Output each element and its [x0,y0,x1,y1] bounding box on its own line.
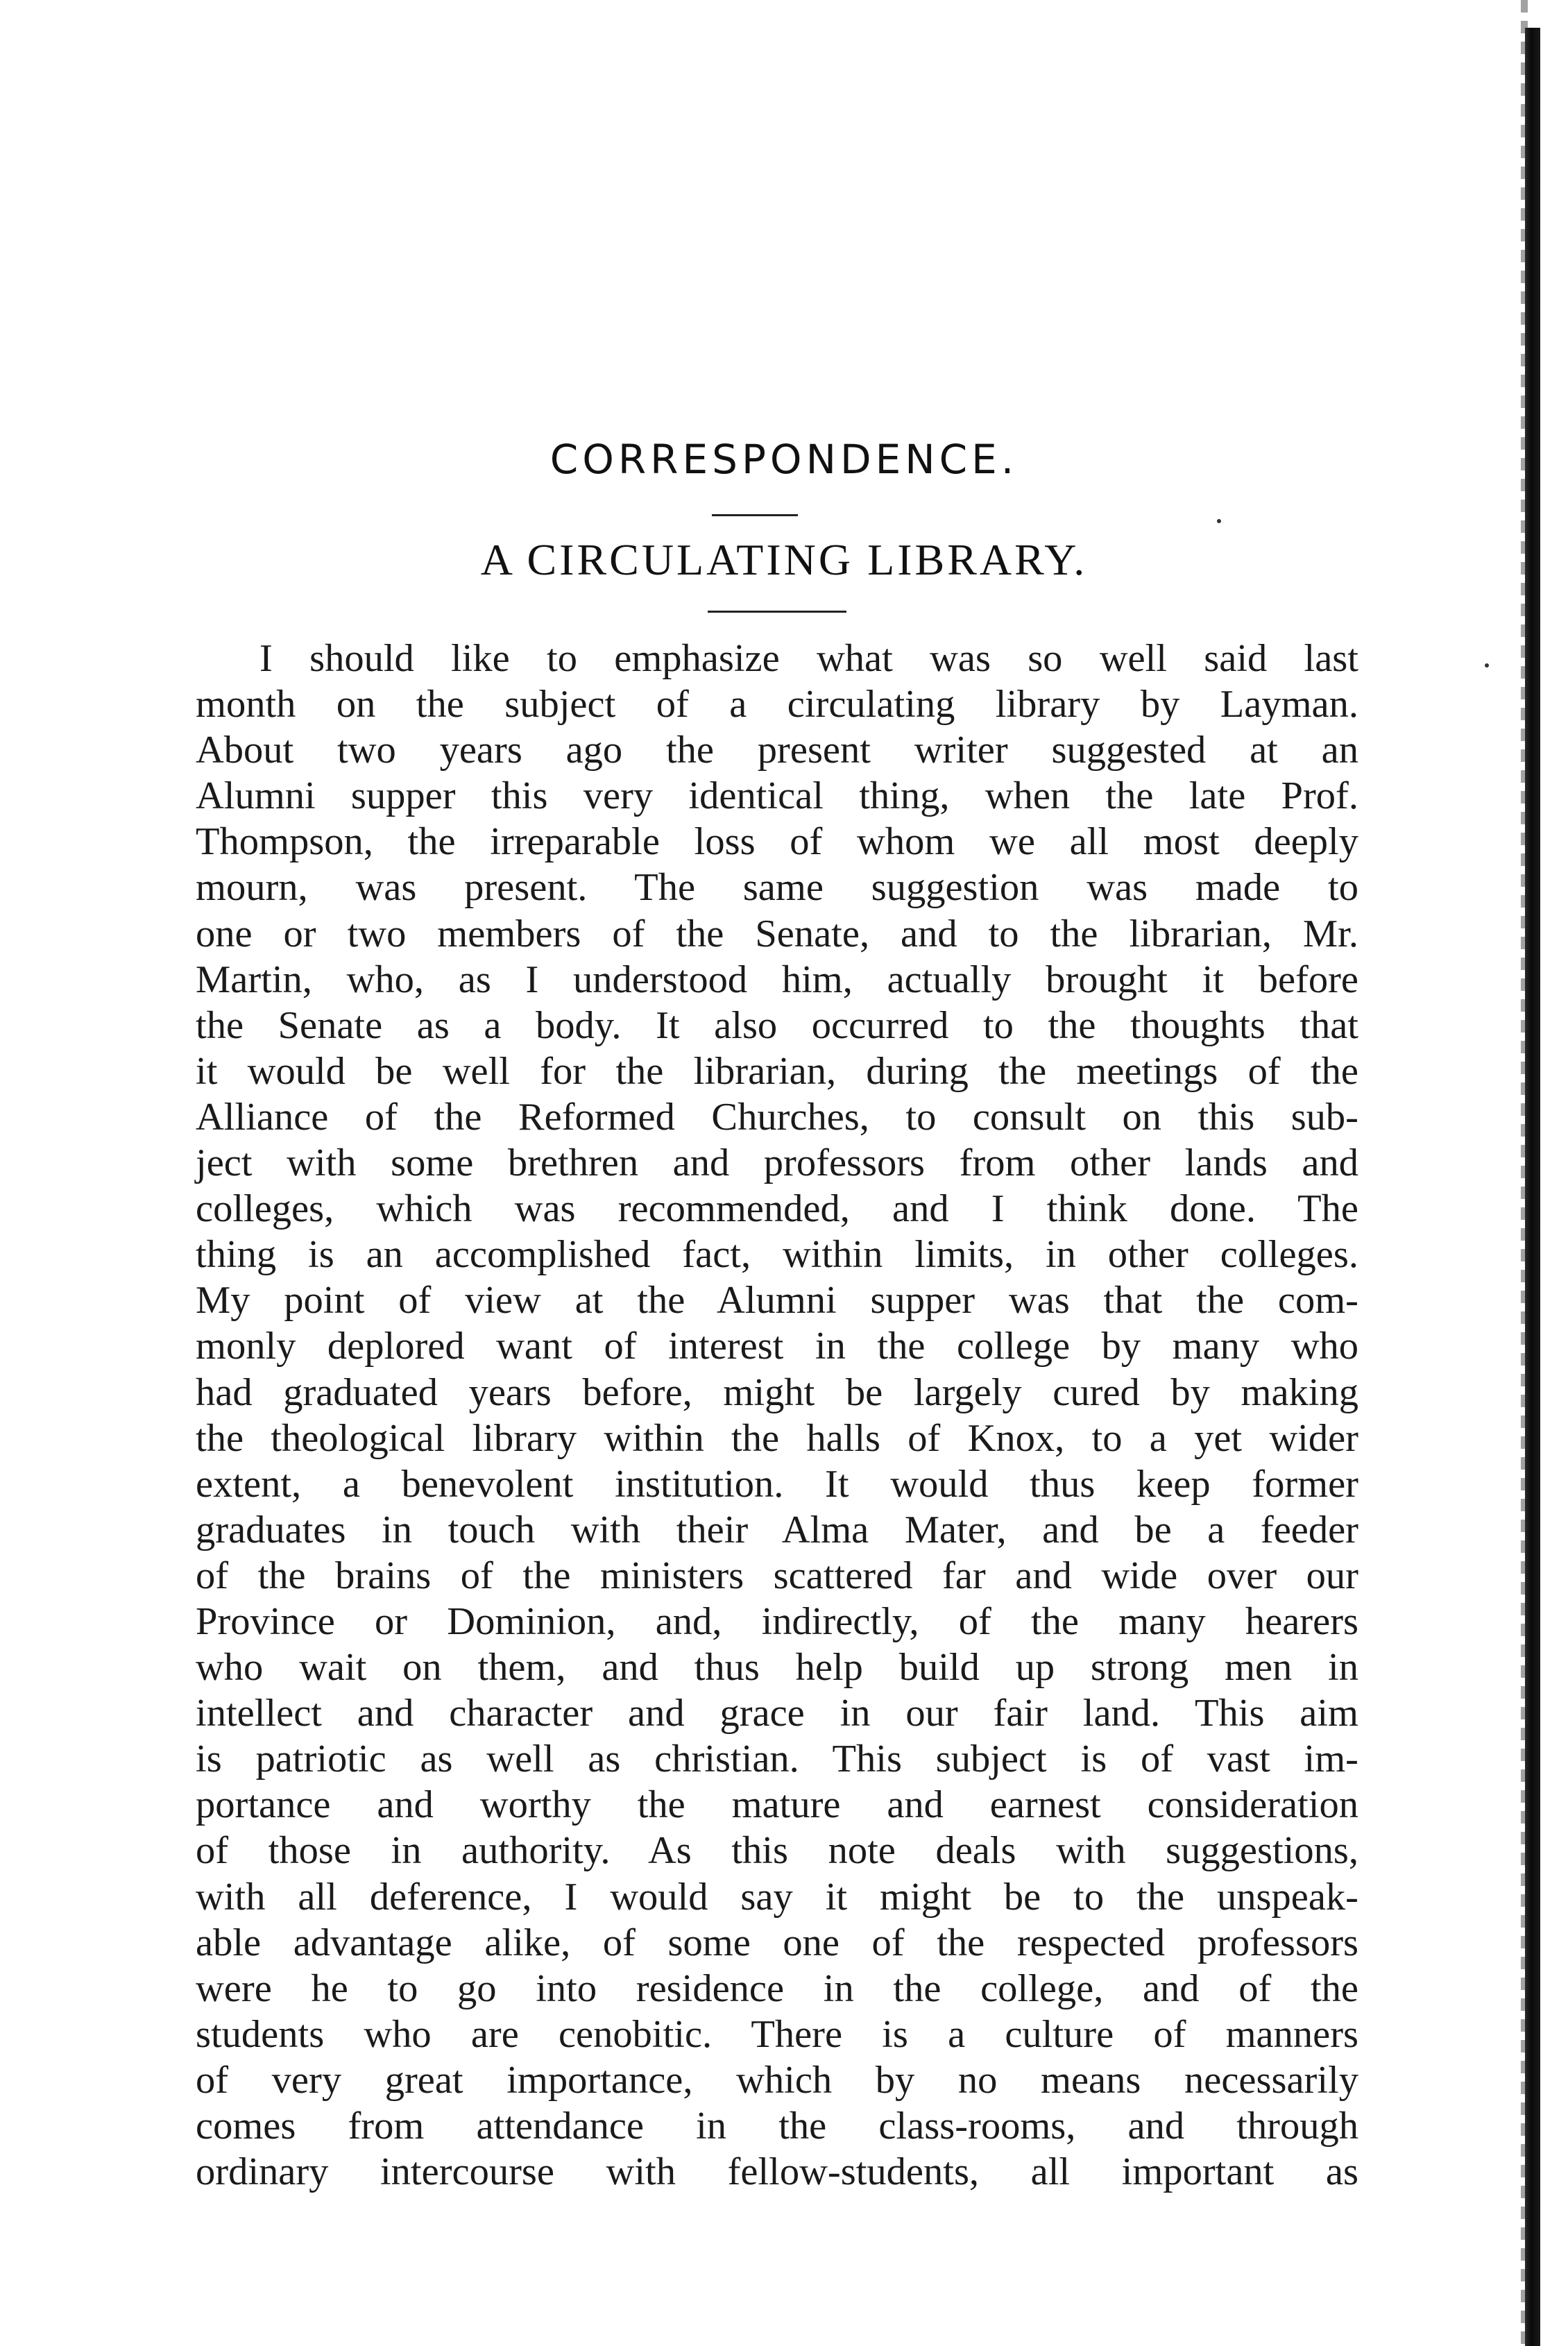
body-line: Thompson, the irreparable loss of whom we all most deeply [196,820,1358,864]
body-line: were he to go into residence in the college, and of the [196,1966,1358,2010]
body-line: ject with some brethren and professors from other lands and [196,1141,1358,1185]
body-line: mourn, was present. The same suggestion was made to [196,866,1358,910]
body-line: About two years ago the present writer suggested at an [196,729,1358,772]
body-line: intellect and character and grace in our fair land. This aim [196,1692,1358,1735]
body-line: had graduated years before, might be largely cured by making [196,1370,1358,1414]
body-line: it would be well for the librarian, during the meetings of the [196,1049,1358,1093]
body-line: the theological library within the halls of Knox, to a yet wider [196,1416,1358,1460]
body-line: able advantage alike, of some one of the respected professors [196,1921,1358,1964]
body-line: month on the subject of a circulating library by Layman. [196,683,1358,726]
body-line: of the brains of the ministers scattered far and wide over our [196,1554,1358,1597]
body-line: thing is an accomplished fact, within limits, in other colleges. [196,1233,1358,1277]
body-line: one or two members of the Senate, and to the librarian, Mr. [196,912,1358,955]
body-line: extent, a benevolent institution. It would thus keep former [196,1462,1358,1506]
body-line: colleges, which was recommended, and I think done. The [196,1187,1358,1231]
body-line: of very great importance, which by no means necessarily [196,2058,1358,2102]
title-divider [708,611,846,613]
scan-speck [1217,519,1221,523]
body-line: Province or Dominion, and, indirectly, of the many hearers [196,1599,1358,1643]
article-title: A CIRCULATING LIBRARY. [480,535,1088,584]
body-line: comes from attendance in the class-rooms, and through [196,2105,1358,2148]
body-line: Alumni supper this very identical thing, when the late Prof. [196,774,1358,818]
body-line: the Senate as a body. It also occurred to the thoughts that [196,1003,1358,1047]
body-line: students who are cenobitic. There is a culture of manners [196,2012,1358,2056]
body-line: of those in authority. As this note deals with suggestions, [196,1829,1358,1873]
heading-divider [712,514,798,516]
body-line: graduates in touch with their Alma Mater, and be a feeder [196,1508,1358,1552]
body-line: My point of view at the Alumni supper was that the com- [196,1279,1358,1323]
body-line: I should like to emphasize what was so well said last [259,637,1358,680]
body-line: Martin, who, as I understood him, actually brought it before [196,958,1358,1001]
scan-speck [1485,663,1489,668]
body-line: who wait on them, and thus help build up strong men in [196,1646,1358,1690]
body-line: ordinary intercourse with fellow-students, all important as [196,2150,1358,2194]
page-binding-edge [1525,28,1540,2346]
article-body [196,636,1358,2195]
body-line: with all deference, I would say it might be to the unspeak- [196,1875,1358,1919]
body-line: is patriotic as well as christian. This subject is of vast im- [196,1737,1358,1781]
body-line: portance and worthy the mature and earnest consideration [196,1783,1358,1827]
body-line: Alliance of the Reformed Churches, to consult on this sub- [196,1095,1358,1139]
body-line: monly deplored want of interest in the college by many who [196,1325,1358,1368]
section-heading: CORRESPONDENCE. [549,436,1019,483]
